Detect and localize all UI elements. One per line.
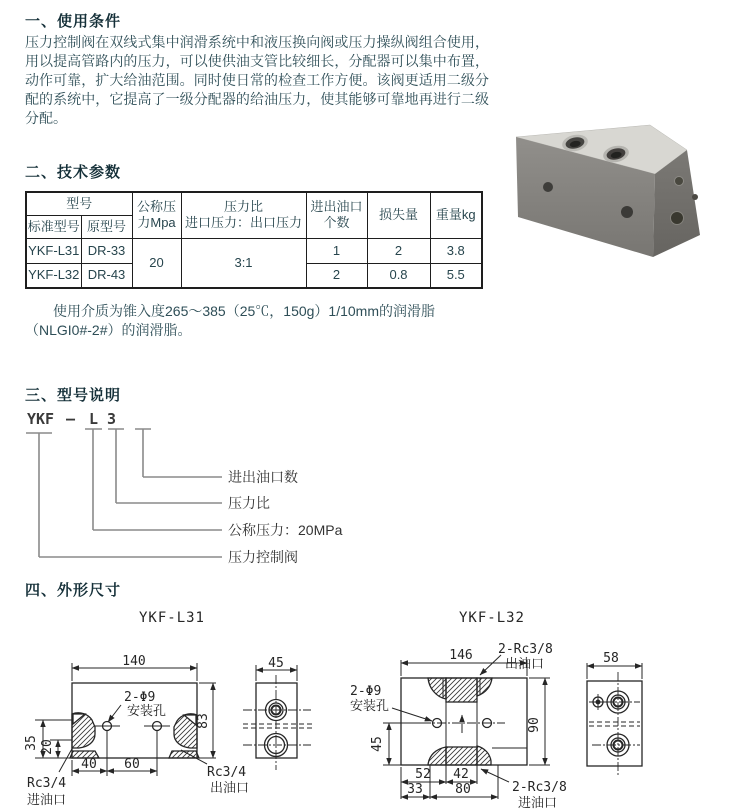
col-ratio-sub: 进口压力：出口压力 (185, 215, 303, 231)
cell-pressure: 20 (132, 238, 181, 288)
drawing2-title: YKF-L32 (458, 610, 526, 626)
drawing1-side-view (243, 665, 315, 770)
dim-146: 146 (449, 648, 473, 663)
drawing2-main-view (401, 678, 527, 765)
mount-hole-callout-2: 安装孔 (350, 698, 390, 713)
label-ports: 进出油口数 (228, 469, 298, 485)
valve-block-photo (516, 125, 700, 257)
dimension-drawing-ykf-l31 (15, 605, 315, 810)
dimension-drawing-ykf-l32 (340, 605, 670, 810)
col-model: 型号 (26, 192, 132, 215)
inlet-port-label: 进油口 (27, 792, 67, 807)
dim-83: 83 (196, 713, 211, 729)
inlet-thread-label: Rc3/4 (27, 776, 67, 791)
dim-35: 35 (24, 735, 39, 751)
cell-ratio: 3:1 (181, 238, 306, 288)
mount-hole-callout-1: 2-Φ9 (124, 690, 156, 705)
col-ratio (181, 192, 306, 238)
dim-52: 52 (415, 767, 431, 782)
col-pressure: 公称压力Mpa (132, 192, 181, 238)
callout-lines (26, 429, 222, 557)
table-header-row-1 (26, 192, 482, 215)
cell-weight: 3.8 (430, 238, 482, 263)
cell-loss: 2 (367, 238, 430, 263)
model-code-series: L (89, 410, 99, 428)
section2-title: 二、技术参数 (25, 164, 122, 181)
col-loss: 损失量 (367, 192, 430, 238)
cell-orig-model: DR-43 (81, 263, 132, 288)
model-code-diagram (20, 405, 450, 570)
col-std-model: 标准型号 (26, 215, 81, 238)
side-hole-small (692, 194, 698, 200)
label-ratio: 压力比 (228, 495, 270, 511)
col-weight: 重量kg (430, 192, 482, 238)
side-hole-bottom (671, 212, 684, 225)
section1-title: 一、使用条件 (25, 13, 122, 30)
front-hole-right (621, 206, 633, 218)
dim-80: 80 (455, 782, 471, 797)
cell-weight: 5.5 (430, 263, 482, 288)
model-code-dash: – (66, 410, 76, 428)
dim-33: 33 (407, 782, 423, 797)
model-code-prefix: YKF (27, 410, 55, 428)
dim-58: 58 (603, 651, 619, 666)
inlet-port-label: 进油口 (518, 795, 558, 810)
outlet-port-label: 出油口 (505, 656, 545, 671)
col-ports: 进出油口个数 (306, 192, 367, 238)
model-code-ratio: 3 (107, 410, 117, 428)
col-ratio-title: 压力比 (224, 199, 264, 215)
grease-note: 使用介质为锥入度265～385（25℃，150g）1/10mm的润滑脂（NLGI0#-2#）的润滑脂。 (25, 303, 436, 338)
mount-hole-callout-2: 安装孔 (127, 703, 167, 718)
dim-140: 140 (122, 654, 146, 669)
section3-title: 三、型号说明 (25, 387, 122, 404)
dim-45: 45 (370, 736, 385, 752)
drawing1-title: YKF-L31 (138, 610, 206, 626)
inlet-thread-label: 2-Rc3/8 (512, 780, 567, 795)
table-row (26, 238, 482, 263)
section1-body: 压力控制阀在双线式集中润滑系统中和液压换向阀或压力操纵阀组合使用，用以提高管路内的压力，可以使供油支管比较细长，分配器可以集中布置，动作可靠，扩大给油范围。同时使日常的检查工作方便。该阀更适用二级分配的系统中，它提高了一级分配器的给油压力，使其能够可靠地再进行二级分配。 (25, 34, 489, 126)
outlet-thread-label: Rc3/4 (207, 765, 247, 780)
dim-60: 60 (124, 757, 140, 772)
front-hole-left (543, 182, 553, 192)
mount-hole-callout-1: 2-Φ9 (350, 684, 382, 699)
col-orig-model: 原型号 (81, 215, 132, 238)
cell-std-model: YKF-L31 (26, 238, 81, 263)
outlet-thread-label: 2-Rc3/8 (498, 642, 553, 657)
dim-90: 90 (527, 717, 542, 733)
cell-orig-model: DR-33 (81, 238, 132, 263)
dim-40: 40 (81, 757, 97, 772)
cell-ports: 1 (306, 238, 367, 263)
cell-loss: 0.8 (367, 263, 430, 288)
cell-std-model: YKF-L32 (26, 263, 81, 288)
cell-ports: 2 (306, 263, 367, 288)
outlet-port-label: 出油口 (210, 780, 250, 795)
spec-table (25, 191, 483, 289)
section4-title: 四、外形尺寸 (25, 582, 122, 599)
dim-45: 45 (268, 656, 284, 671)
dim-42: 42 (453, 767, 469, 782)
label-valve: 压力控制阀 (228, 549, 298, 565)
label-pressure: 公称压力：20MPa (228, 522, 343, 538)
drawing2-side-view (587, 663, 642, 777)
product-photo (505, 115, 715, 265)
dim-20: 20 (40, 739, 55, 755)
side-hole-top (675, 177, 684, 186)
